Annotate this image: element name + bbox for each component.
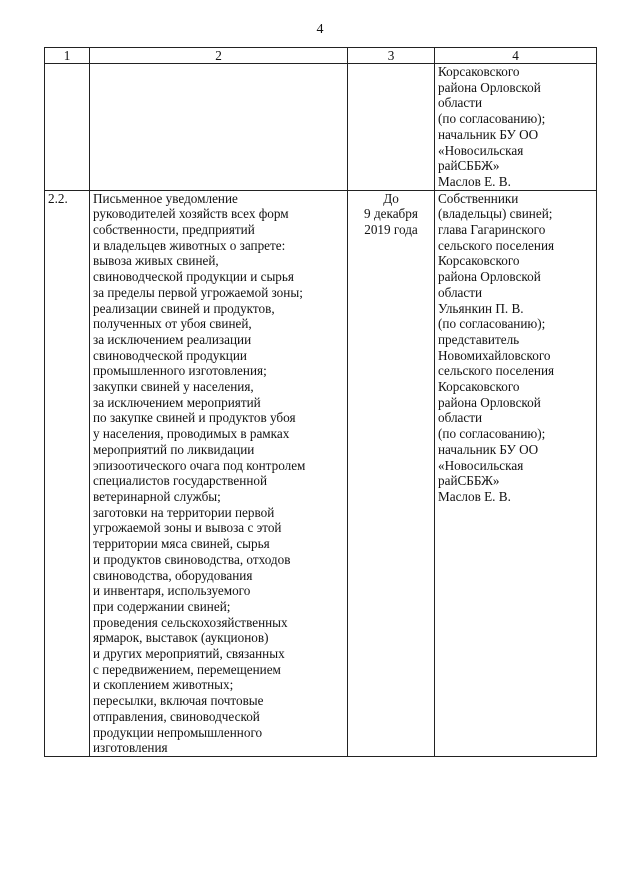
measure-line: и продуктов свиноводства, отходов [93, 551, 291, 567]
measure-line: с передвижением, перемещением [93, 661, 281, 677]
measure-line: продукции непромышленного [93, 724, 263, 740]
measure-line: реализации свиней и продуктов, [93, 300, 275, 316]
measure-line: пересылки, включая почтовые [93, 693, 264, 709]
responsible-parties [435, 190, 597, 756]
measure-line: и владельцев животных о запрете: [93, 237, 286, 253]
responsible-line: Собственники [438, 190, 519, 206]
responsible-line: района Орловской [438, 79, 541, 95]
responsible-line: Корсаковского [438, 64, 520, 79]
table-row [45, 64, 597, 191]
measure-line: Письменное уведомление [93, 190, 238, 206]
measure-line: ярмарок, выставок (аукционов) [93, 630, 269, 646]
responsible-line: сельского поселения [438, 363, 555, 379]
responsible-line: «Новосильская [438, 457, 524, 473]
responsible-line: района Орловской [438, 394, 541, 410]
responsible-line: (владельцы) свиней; [438, 206, 553, 222]
responsible-line: области [438, 95, 483, 111]
responsible-line: области [438, 284, 483, 300]
deadline [348, 190, 435, 756]
responsible-line: сельского поселения [438, 237, 555, 253]
measures-table [44, 47, 597, 757]
responsible-line: (по согласованию); [438, 111, 546, 127]
measure-text [90, 64, 348, 191]
measure-line: территории мяса свиней, сырья [93, 536, 270, 552]
measure-line: собственности, предприятий [93, 222, 255, 238]
measure-line: руководителей хозяйств всех форм [93, 206, 289, 222]
deadline-line: 2019 года [364, 222, 418, 238]
measure-line: эпизоотического очага под контролем [93, 457, 306, 473]
page-number: 4 [316, 22, 324, 37]
responsible-line: (по согласованию); [438, 316, 546, 332]
header-row [45, 48, 597, 64]
measure-line: отправления, свиноводческой [93, 708, 260, 724]
responsible-line: Маслов Е. В. [438, 488, 511, 504]
column-header-4: 4 [435, 48, 597, 64]
column-header-2: 2 [90, 48, 348, 64]
responsible-line: райСББЖ» [438, 473, 500, 489]
measure-line: ветеринарной службы; [93, 488, 221, 504]
measure-line: за пределы первой угрожаемой зоны; [93, 284, 303, 300]
responsible-line: начальник БУ ОО [438, 441, 539, 457]
responsible-line: глава Гагаринского [438, 222, 546, 238]
item-number: 2.2. [45, 190, 90, 756]
responsible-line: представитель [438, 331, 520, 347]
item-number [45, 64, 90, 191]
deadline-line: 9 декабря [364, 206, 418, 222]
measure-line: и инвентаря, используемого [93, 583, 251, 599]
responsible-line: начальник БУ ОО [438, 126, 539, 142]
measure-line: специалистов государственной [93, 473, 268, 489]
responsible-parties [435, 64, 597, 191]
column-header-3: 3 [348, 48, 435, 64]
measure-line: мероприятий по ликвидации [93, 441, 255, 457]
responsible-line: райСББЖ» [438, 158, 500, 174]
responsible-line: Новомихайловского [438, 347, 551, 363]
column-header-1: 1 [45, 48, 90, 64]
measure-line: и скоплением животных; [93, 677, 234, 693]
measure-text [90, 190, 348, 756]
measure-line: угрожаемой зоны и вывоза с этой [93, 520, 282, 536]
deadline [348, 64, 435, 191]
responsible-line: (по согласованию); [438, 426, 546, 442]
measure-line: и других мероприятий, связанных [93, 646, 285, 662]
measure-line: у населения, проводимых в рамках [93, 426, 290, 442]
responsible-line: района Орловской [438, 269, 541, 285]
measure-line: заготовки на территории первой [93, 504, 275, 520]
responsible-line: Корсаковского [438, 253, 520, 269]
measure-line: при содержании свиней; [93, 598, 231, 614]
table-row [45, 190, 597, 756]
measure-line: за исключением реализации [93, 331, 252, 347]
measure-line: свиноводческой продукции и сырья [93, 269, 294, 285]
measure-line: свиноводства, оборудования [93, 567, 253, 583]
responsible-line: Ульянкин П. В. [438, 300, 524, 316]
measure-line: проведения сельскохозяйственных [93, 614, 288, 630]
measure-line: закупки свиней у населения, [93, 379, 254, 395]
measure-line: изготовления [93, 740, 168, 756]
measure-line: по закупке свиней и продуктов убоя [93, 410, 296, 426]
responsible-line: «Новосильская [438, 142, 524, 158]
measure-line: полученных от убоя свиней, [93, 316, 252, 332]
responsible-line: Маслов Е. В. [438, 173, 511, 189]
measure-line: промышленного изготовления; [93, 363, 267, 379]
responsible-line: области [438, 410, 483, 426]
measure-line: свиноводческой продукции [93, 347, 247, 363]
responsible-line: Корсаковского [438, 379, 520, 395]
measure-line: вывоза живых свиней, [93, 253, 219, 269]
deadline-line: До [383, 190, 399, 206]
measure-line: за исключением мероприятий [93, 394, 261, 410]
